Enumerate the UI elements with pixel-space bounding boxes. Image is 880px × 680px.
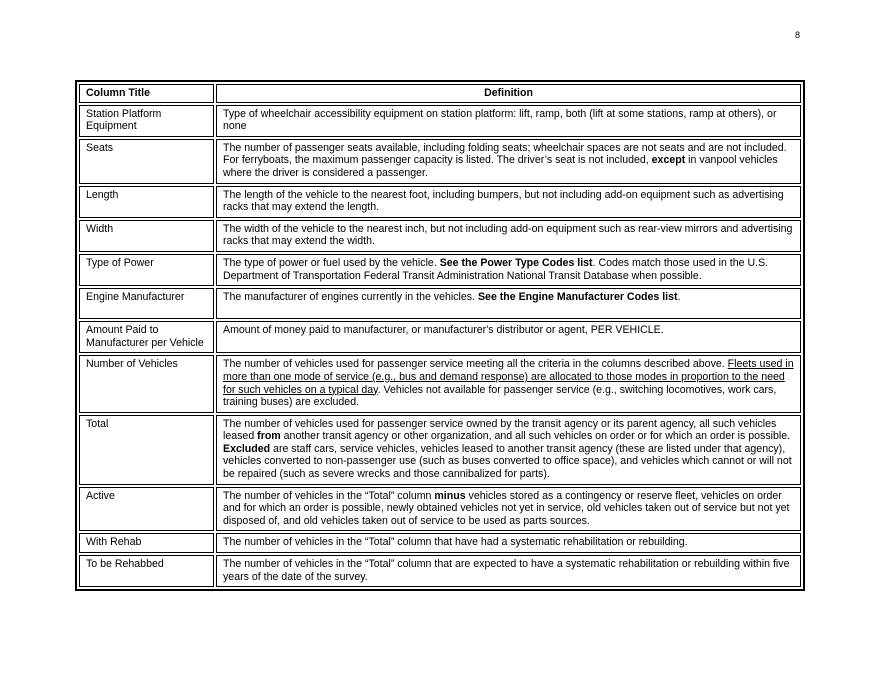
definition-text: The length of the vehicle to the nearest foot, including bumpers, but not including add-on equipment such as advertising racks that may extend the length. xyxy=(223,188,784,214)
row-definition xyxy=(216,533,801,553)
row-column-title: Seats xyxy=(79,139,214,184)
row-column-title: Station Platform Equipment xyxy=(79,105,214,137)
row-definition xyxy=(216,288,801,319)
definition-underlined-text: Fleets used in more than one mode of service (e.g., bus and demand response) are allocated to those modes in proportion to the need for such vehicles on a typical day xyxy=(223,358,794,396)
definition-text: . Codes match those used in the U.S. Department of Transportation Federal Transit Administration National Transit Database when possible. xyxy=(223,256,769,282)
row-column-title: Total xyxy=(79,415,214,485)
row-column-title: Amount Paid to Manufacturer per Vehicle xyxy=(79,321,214,353)
row-column-title: Width xyxy=(79,220,214,252)
row-definition xyxy=(216,321,801,353)
table-row xyxy=(79,321,801,353)
table-header-row xyxy=(79,84,801,103)
definition-header: Definition xyxy=(216,84,801,103)
table-row xyxy=(79,533,801,553)
definition-bold-text: except xyxy=(651,154,686,167)
definition-text: vehicles stored as a contingency or reserve fleet, vehicles on order and for which an order is possible, newly obtained vehicles not yet in service, old vehicles taken out of service but not yet disposed of, and old vehicles taken out of service to be used as parts sources. xyxy=(223,489,790,527)
definition-text: . Vehicles not available for passenger service (e.g., switching locomotives, work cars, training buses) are excluded. xyxy=(223,383,777,409)
definition-text: The number of vehicles in the “Total” column that are expected to have a systematic rehabilitation or rebuilding within five years of the date of the survey. xyxy=(223,558,790,583)
table-row xyxy=(79,105,801,137)
row-column-title: Number of Vehicles xyxy=(79,355,214,412)
definition-text: The manufacturer of engines currently in the vehicles. xyxy=(223,291,478,304)
row-definition xyxy=(216,105,801,137)
row-column-title: To be Rehabbed xyxy=(79,555,214,587)
definition-bold-text: See the Engine Manufacturer Codes list xyxy=(477,291,678,304)
page-number: 8 xyxy=(794,30,800,40)
definition-text: The number of vehicles used for passenger service owned by the transit agency or its parent agency, all such vehicles leased xyxy=(223,417,777,443)
row-definition xyxy=(216,555,801,587)
definition-text: another transit agency or other organization, and all such vehicles on order or for which an order is possible. xyxy=(280,430,791,443)
table-row xyxy=(79,139,801,184)
table-row xyxy=(79,487,801,532)
definition-text: The number of passenger seats available, including folding seats; wheelchair spaces are not seats and are not included. For ferryboats, the maximum passenger capacity is listed. The driver’s seat is not included, xyxy=(223,141,787,167)
definition-text: The number of vehicles in the “Total” column xyxy=(223,489,435,502)
definition-text: The number of vehicles used for passenger service meeting all the criteria in the columns described above. xyxy=(223,358,728,371)
table-row xyxy=(79,220,801,252)
definition-text: . xyxy=(677,291,681,304)
definition-text: Amount of money paid to manufacturer, or manufacturer's distributor or agent, PER VEHICLE. xyxy=(223,324,664,337)
column-title-header: Column Title xyxy=(79,84,214,103)
row-definition xyxy=(216,186,801,218)
definition-text: The type of power or fuel used by the vehicle. xyxy=(223,256,440,269)
definition-text: Type of wheelchair accessibility equipment on station platform: lift, ramp, both (lift at some stations, ramp at others), or none xyxy=(223,107,777,133)
row-definition xyxy=(216,355,801,412)
row-column-title: Active xyxy=(79,487,214,532)
table-row xyxy=(79,254,801,286)
table-body xyxy=(79,105,801,588)
definition-text: The number of vehicles in the “Total” column that have had a systematic rehabilitation or rebuilding. xyxy=(223,536,688,549)
row-column-title: With Rehab xyxy=(79,533,214,553)
definition-text: in vanpool vehicles where the driver is considered a passenger. xyxy=(223,154,778,179)
table-row xyxy=(79,186,801,218)
row-column-title: Length xyxy=(79,186,214,218)
row-definition xyxy=(216,415,801,485)
table-row xyxy=(79,415,801,485)
definition-bold-text: from xyxy=(257,430,281,443)
definition-bold-text: See the Power Type Codes list xyxy=(439,256,593,269)
definition-text: are staff cars, service vehicles, vehicles leased to another transit agency (these are listed under that agency), vehicles converted to non-passenger use (such as buses converted to office space), and vehicles which cannot or will not be repaired (such as severe wrecks and those cannibalized for parts). xyxy=(223,442,792,481)
definition-bold-text: minus xyxy=(434,489,466,502)
row-column-title: Engine Manufacturer xyxy=(79,288,214,319)
table-row xyxy=(79,288,801,319)
table-row xyxy=(79,555,801,587)
row-definition xyxy=(216,487,801,532)
row-definition xyxy=(216,220,801,252)
definition-bold-text: Excluded xyxy=(223,442,271,455)
definitions-table xyxy=(75,80,805,591)
row-column-title: Type of Power xyxy=(79,254,214,286)
row-definition xyxy=(216,139,801,184)
table-row xyxy=(79,355,801,412)
definition-text: The width of the vehicle to the nearest inch, but not including add-on equipment such as rear-view mirrors and advertising racks that may extend the width. xyxy=(223,222,793,248)
row-definition xyxy=(216,254,801,286)
